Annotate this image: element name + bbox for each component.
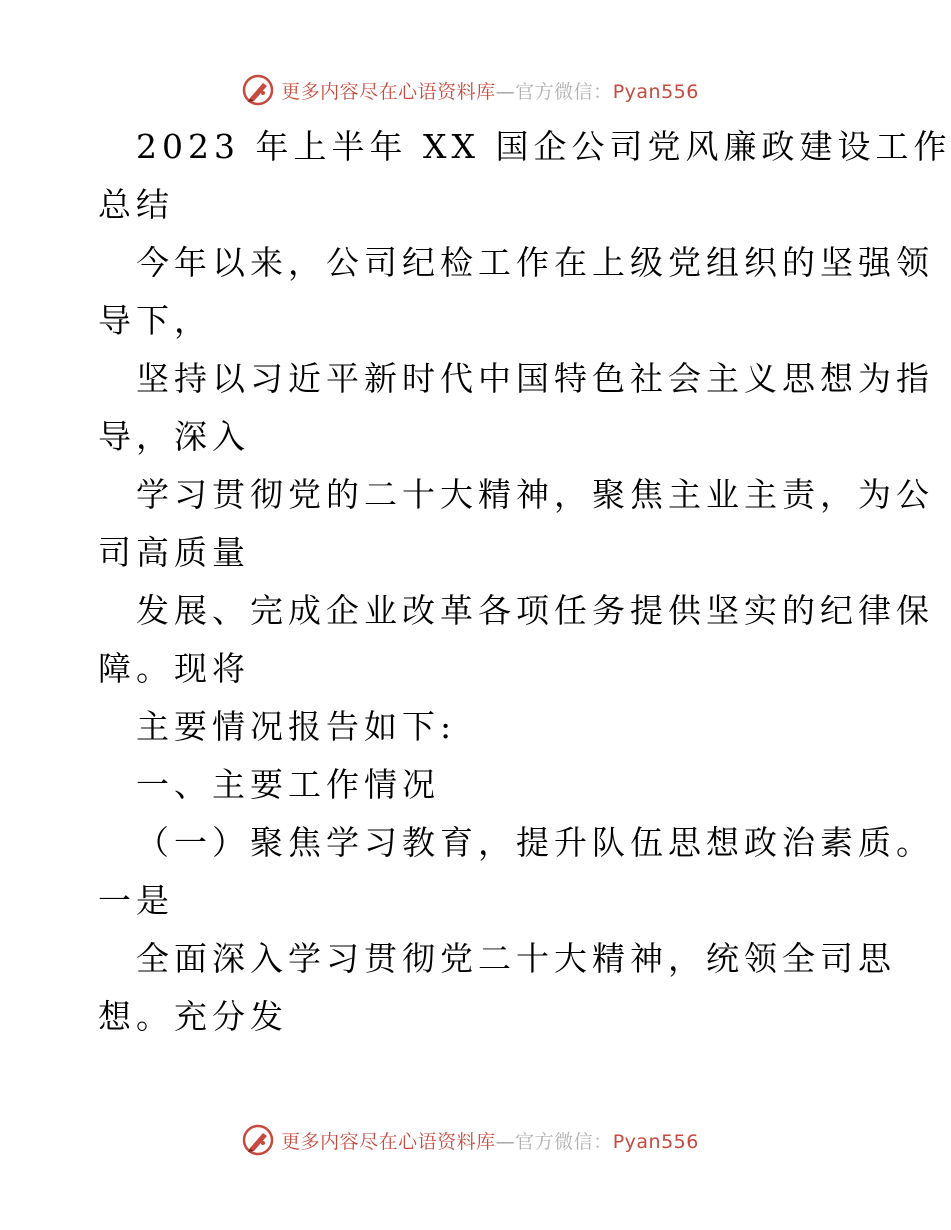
document-line: 司高质量 (98, 533, 250, 572)
document-line: 主要情况报告如下: (136, 707, 457, 746)
banner-contact-handle: Pyan556 (612, 1130, 699, 1153)
footer-banner-content (241, 1123, 699, 1157)
banner-separator: — (495, 1130, 516, 1153)
document-line: 今年以来，公司纪检工作在上级党组织的坚强领 (136, 243, 934, 282)
banner-contact-handle: Pyan556 (612, 80, 699, 103)
document-line: 障。现将 (98, 649, 250, 688)
banner-brand-text: 更多内容尽在心语资料库 (281, 80, 496, 103)
document-line: （一）聚焦学习教育，提升队伍思想政治素质。 (136, 823, 934, 862)
document-line: 全面深入学习贯彻党二十大精神，统领全司思 (136, 939, 896, 978)
document-line: 2023 年上半年 XX 国企公司党风廉政建设工作 (136, 127, 951, 166)
header-banner-content (241, 73, 699, 107)
banner-contact-label: 官方微信： (515, 1130, 613, 1153)
banner-separator: — (495, 80, 516, 103)
document-line: 学习贯彻党的二十大精神，聚焦主业主责，为公 (136, 475, 934, 514)
document-line: 一是 (98, 881, 174, 920)
banner-contact-label: 官方微信： (515, 80, 613, 103)
document-line: 导下， (98, 301, 212, 340)
pen-logo-icon (241, 1123, 275, 1157)
document-line: 导，深入 (98, 417, 250, 456)
document-line: 发展、完成企业改革各项任务提供坚实的纪律保 (136, 591, 934, 630)
footer-banner (0, 1120, 950, 1160)
document-line: 一、主要工作情况 (136, 765, 440, 804)
document-line: 坚持以习近平新时代中国特色社会主义思想为指 (136, 359, 934, 398)
banner-brand-text: 更多内容尽在心语资料库 (281, 1130, 496, 1153)
header-banner (0, 70, 950, 110)
document-line: 想。充分发 (98, 997, 288, 1036)
pen-logo-icon (241, 73, 275, 107)
document-body (98, 118, 951, 1046)
document-line: 总结 (98, 185, 174, 224)
footer-banner-text (281, 1127, 699, 1154)
header-banner-text (281, 77, 699, 104)
